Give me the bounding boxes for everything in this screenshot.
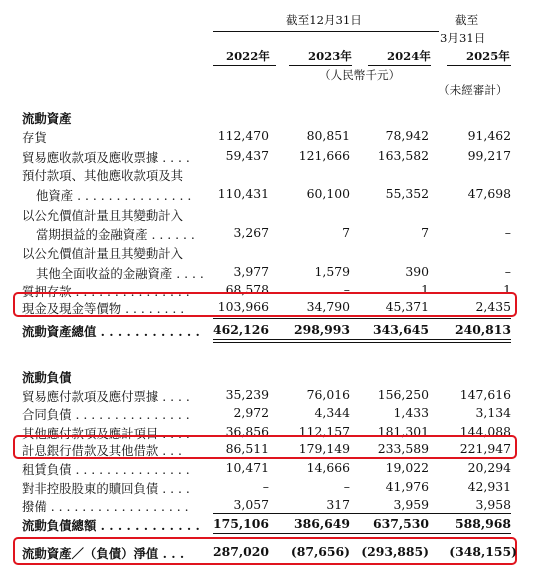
value-2024: 7 bbox=[421, 225, 429, 240]
value-2023: 60,100 bbox=[306, 186, 350, 201]
value-2025: – bbox=[504, 264, 511, 279]
row-label: 貿易應付款項及應付票據 . . . . bbox=[22, 389, 190, 404]
value-2022: 3,267 bbox=[233, 225, 269, 240]
value-2024: 637,530 bbox=[372, 516, 429, 531]
row-label: 現金及現金等價物 . . . . . . . . bbox=[22, 301, 185, 316]
value-2024: 78,942 bbox=[385, 128, 429, 143]
value-2025: 2,435 bbox=[475, 299, 511, 314]
value-2024: 163,582 bbox=[377, 148, 429, 163]
value-2023: 112,157 bbox=[298, 424, 350, 439]
period-header: 截至12月31日 bbox=[286, 13, 362, 27]
year-header-2022: 2022年 bbox=[226, 49, 270, 63]
value-2025: 240,813 bbox=[454, 322, 511, 337]
value-2022: 103,966 bbox=[217, 299, 269, 314]
row-label: 對非控股股東的贖回負債 . . . . bbox=[22, 481, 190, 496]
year-rule-2024 bbox=[368, 65, 431, 66]
value-2024: 45,371 bbox=[385, 299, 429, 314]
value-2024: (293,885) bbox=[361, 544, 429, 559]
row-label-line2: 其他全面收益的金融資產 . . . . bbox=[36, 266, 204, 281]
unaudited-note: （未經審計） bbox=[438, 83, 508, 97]
value-2022: 2,972 bbox=[233, 405, 269, 420]
value-2022: 59,437 bbox=[225, 148, 269, 163]
value-2025: 588,968 bbox=[454, 516, 511, 531]
row-label: 貿易應收款項及應收票據 . . . . bbox=[22, 150, 190, 165]
value-2023: 34,790 bbox=[306, 299, 350, 314]
value-2024: 156,250 bbox=[377, 387, 429, 402]
value-2025: (348,155) bbox=[449, 544, 517, 559]
value-2022: 3,977 bbox=[233, 264, 269, 279]
row-label: 撥備 . . . . . . . . . . . . . . . . . . bbox=[22, 499, 189, 514]
value-2023: (87,656) bbox=[290, 544, 350, 559]
value-2025: 99,217 bbox=[467, 148, 511, 163]
value-2023: 14,666 bbox=[306, 460, 350, 475]
value-2022: 175,106 bbox=[212, 516, 269, 531]
value-2023: 4,344 bbox=[314, 405, 350, 420]
value-2024: 233,589 bbox=[377, 441, 429, 456]
value-2022: – bbox=[262, 479, 269, 494]
value-2024: 3,959 bbox=[393, 497, 429, 512]
value-2023: – bbox=[343, 479, 350, 494]
subtotal-rule-2 bbox=[213, 533, 511, 534]
period-header-rule bbox=[213, 31, 439, 32]
subtotal-rule bbox=[213, 318, 511, 319]
row-label-line1: 以公允價值計量且其變動計入 bbox=[22, 208, 184, 223]
row-label-line2: 當期損益的金融資產 . . . . . . bbox=[36, 227, 195, 242]
value-2025: 3,958 bbox=[475, 497, 511, 512]
currency-note: （人民幣千元） bbox=[319, 68, 401, 82]
value-2025: 20,294 bbox=[467, 460, 511, 475]
row-label: 其他應付款項及應計項目 . . . . bbox=[22, 426, 190, 441]
row-label-line2: 他資產 . . . . . . . . . . . . . . . bbox=[36, 188, 192, 203]
row-label-line1: 預付款項、其他應收款項及其 bbox=[22, 168, 184, 183]
value-2022: 287,020 bbox=[212, 544, 269, 559]
value-2025: 147,616 bbox=[459, 387, 511, 402]
value-2024: 1,433 bbox=[393, 405, 429, 420]
total-double-rule-2 bbox=[213, 342, 511, 343]
value-2023: 7 bbox=[342, 225, 350, 240]
row-label: 計息銀行借款及其他借款 . . . bbox=[22, 443, 182, 458]
value-2025: 3,134 bbox=[475, 405, 511, 420]
value-2022: 462,126 bbox=[212, 322, 269, 337]
value-2022: 68,578 bbox=[225, 282, 269, 297]
row-label: 質押存款 . . . . . . . . . . . . . . . bbox=[22, 284, 190, 299]
value-2023: 80,851 bbox=[306, 128, 350, 143]
asat-header-1: 截至 bbox=[455, 13, 479, 27]
value-2023: 76,016 bbox=[306, 387, 350, 402]
value-2024: 343,645 bbox=[372, 322, 429, 337]
value-2025: 221,947 bbox=[459, 441, 511, 456]
value-2024: 390 bbox=[405, 264, 429, 279]
total-double-rule-1 bbox=[213, 339, 511, 340]
value-2025: 91,462 bbox=[467, 128, 511, 143]
year-rule-2022 bbox=[213, 65, 276, 66]
value-2022: 3,057 bbox=[233, 497, 269, 512]
year-rule-2023 bbox=[289, 65, 352, 66]
subtotal-rule bbox=[213, 513, 511, 514]
value-2023: – bbox=[343, 282, 350, 297]
value-2025: 1 bbox=[503, 282, 511, 297]
value-2022: 36,856 bbox=[225, 424, 269, 439]
value-2023: 1,579 bbox=[314, 264, 350, 279]
asat-header-2: 3月31日 bbox=[440, 31, 486, 45]
current-assets-title: 流動資產 bbox=[22, 111, 72, 126]
value-2025: – bbox=[504, 225, 511, 240]
value-2022: 112,470 bbox=[217, 128, 269, 143]
net-label: 流動資產／（負債）淨值 . . . bbox=[22, 546, 185, 561]
value-2023: 179,149 bbox=[298, 441, 350, 456]
value-2023: 121,666 bbox=[298, 148, 350, 163]
current-liabilities-title: 流動負債 bbox=[22, 370, 72, 385]
value-2022: 86,511 bbox=[225, 441, 269, 456]
year-header-2025: 2025年 bbox=[466, 49, 510, 63]
value-2022: 35,239 bbox=[225, 387, 269, 402]
value-2022: 10,471 bbox=[225, 460, 269, 475]
total-label: 流動資產總值 . . . . . . . . . . . . bbox=[22, 324, 200, 339]
row-label-line1: 以公允價值計量且其變動計入 bbox=[22, 246, 184, 261]
value-2024: 19,022 bbox=[385, 460, 429, 475]
year-header-2024: 2024年 bbox=[387, 49, 431, 63]
value-2022: 110,431 bbox=[217, 186, 269, 201]
value-2024: 41,976 bbox=[385, 479, 429, 494]
value-2024: 181,301 bbox=[377, 424, 429, 439]
value-2025: 144,088 bbox=[459, 424, 511, 439]
row-label: 租賃負債 . . . . . . . . . . . . . . . bbox=[22, 462, 190, 477]
row-label: 存貨 bbox=[22, 130, 47, 145]
value-2024: 55,352 bbox=[385, 186, 429, 201]
value-2024: 1 bbox=[421, 282, 429, 297]
value-2025: 42,931 bbox=[467, 479, 511, 494]
value-2023: 317 bbox=[326, 497, 350, 512]
value-2025: 47,698 bbox=[467, 186, 511, 201]
year-header-2023: 2023年 bbox=[308, 49, 352, 63]
total-label: 流動負債總額 . . . . . . . . . . . . bbox=[22, 518, 200, 533]
row-label: 合同負債 . . . . . . . . . . . . . . . bbox=[22, 407, 190, 422]
value-2023: 298,993 bbox=[293, 322, 350, 337]
value-2023: 386,649 bbox=[293, 516, 350, 531]
year-rule-2025 bbox=[447, 65, 511, 66]
